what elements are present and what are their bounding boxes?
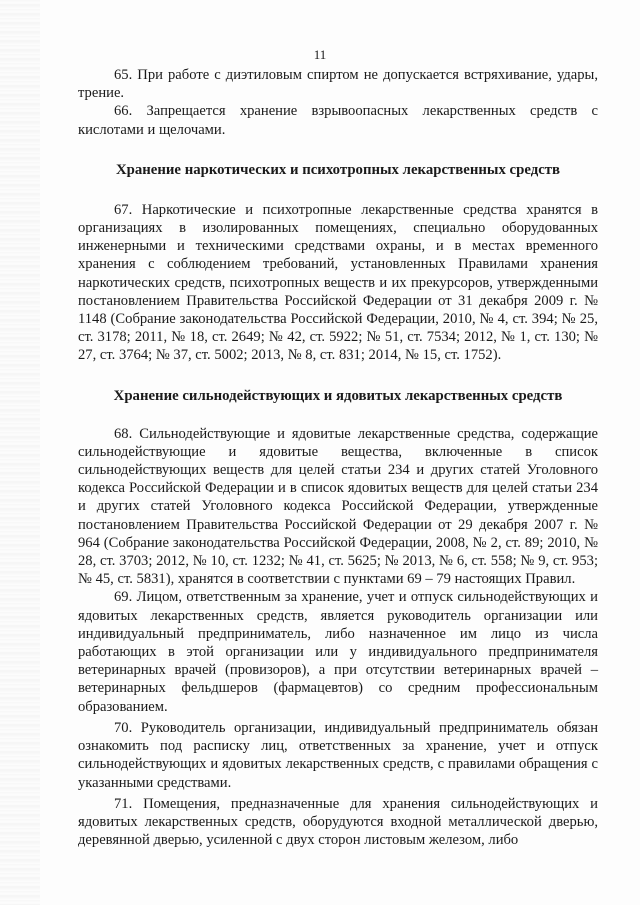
paragraph-68: 68. Сильнодействующие и ядовитые лекарственные средства, содержащие сильнодействующие и ядовитые вещества, включенные в список сильнодействующих веществ для целей статьи 234 и других статей Уголовного кодекса Российской Федерации и в список ядовитых веществ для целей статьи 234 и других статей Уголовного кодекса Российской Федерации, утвержденные постановлением Правительства Российской Федерации от 29 декабря 2007 г. № 964 (Собрание законодательства Российской Федерации, 2008, № 2, ст. 89; 2010, № 28, ст. 3703; 2012, № 10, ст. 1232; № 41, ст. 5625; № 2013, № 6, ст. 558; № 9, ст. 953; № 45, ст. 5831), хранятся в соответствии с пунктами 69 – 79 настоящих Правил.	[78, 425, 598, 588]
section-heading-potent: Хранение сильнодействующих и ядовитых лекарственных средств	[113, 387, 563, 404]
paragraph-71: 71. Помещения, предназначенные для хранения сильнодействующих и ядовитых лекарственных средств, оборудуются входной металлической дверью, деревянной дверью, усиленной с двух сторон листовым железом, либо	[78, 795, 598, 849]
section-heading-narcotic: Хранение наркотических и психотропных лекарственных средств	[115, 161, 561, 178]
scan-edge-noise	[0, 0, 40, 905]
paragraph-66: 66. Запрещается хранение взрывоопасных лекарственных средств с кислотами и щелочами.	[78, 103, 598, 138]
page-number: 11	[313, 47, 327, 62]
paragraph-65: 65. При работе с диэтиловым спиртом не допускается встряхивание, удары, трение.	[78, 67, 598, 102]
document-body	[78, 66, 598, 849]
paragraph-70: 70. Руководитель организации, индивидуальный предприниматель обязан ознакомить под расписку лиц, ответственных за хранение, учет и отпуск сильнодействующих и ядовитых лекарственных средств, с правилами обращения с указанными средствами.	[78, 719, 598, 791]
paragraph-69: 69. Лицом, ответственным за хранение, учет и отпуск сильнодействующих и ядовитых лекарственных средств, является руководитель организации или индивидуальный предприниматель, либо назначенное им лицо из числа работающих в этой организации или у индивидуального предпринимателя ветеринарных врачей (провизоров), а при отсутствии ветеринарных врачей – ветеринарных фельдшеров (фармацевтов) со средним профессиональным образованием.	[78, 589, 598, 715]
paragraph-67: 67. Наркотические и психотропные лекарственные средства хранятся в организациях в изолированных помещениях, специально оборудованных инженерными и техническими средствами охраны, и в местах временного хранения с соблюдением требований, установленных Правилами хранения наркотических средств, психотропных веществ и их прекурсоров, утвержденными постановлением Правительства Российской Федерации от 31 декабря 2009 г. № 1148 (Собрание законодательства Российской Федерации, 2010, № 4, ст. 394; № 25, ст. 3178; 2011, № 18, ст. 2649; № 42, ст. 5922; № 51, ст. 7534; 2012, № 1, ст. 130; № 27, ст. 3764; № 37, ст. 5002; 2013, № 8, ст. 831; 2014, № 15, ст. 1752).	[78, 201, 598, 364]
